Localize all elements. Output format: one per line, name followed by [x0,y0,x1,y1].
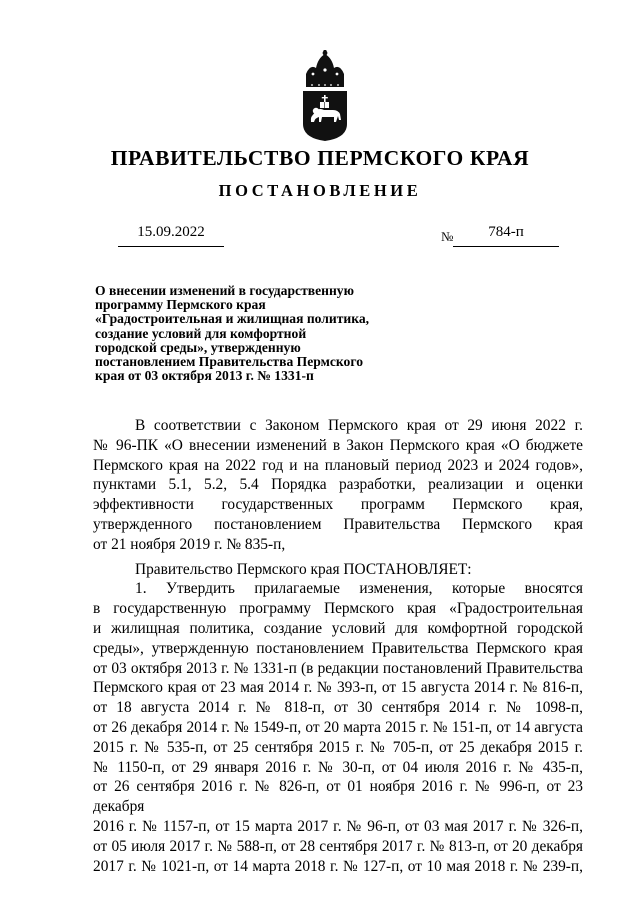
body-line: № 1150-п, от 29 января 2016 г. № 30-п, от 04 июля 2016 г. № 435-п, [93,758,583,776]
subject-line: края от 03 октября 2013 г. № 1331-п [95,368,314,384]
number-label: № [441,229,454,244]
subject-line: создание условий для комфортной [95,325,307,341]
subject-line: городской среды», утвержденную [95,339,301,355]
body-line: от 21 ноября 2019 г. № 835-п, [93,535,286,553]
body-line: от 18 августа 2014 г. № 818-п, от 30 сентября 2014 г. № 1098-п, [93,699,583,717]
body-line: от 26 декабря 2014 г. № 1549-п, от 20 марта 2015 г. № 151-п, от 14 августа [93,718,583,736]
government-name: ПРАВИТЕЛЬСТВО ПЕРМСКОГО КРАЯ [110,146,530,170]
body-line: от 03 октября 2013 г. № 1331-п (в редакции постановлений Правительства [93,659,583,677]
perm-krai-coat-of-arms-icon [300,50,350,142]
body-line: Пермского края на 2022 год и на плановый период 2023 и 2024 годов», [93,456,583,474]
document-body [93,416,583,876]
subject-line: О внесении изменений в государственную [95,283,354,298]
body-line: утвержденного постановлением Правительства Пермского края [93,515,583,533]
body-line: В соответствии с Законом Пермского края от 29 июня 2022 г. [135,417,583,434]
body-line: и жилищная политика, создание условий для комфортной городской [93,619,583,637]
body-line: 1. Утвердить прилагаемые изменения, которые вносятся [135,580,583,598]
subject-line: «Градостроительная и жилищная политика, [95,311,370,327]
subject-line: постановлением Правительства Пермского [95,354,363,370]
body-line: эффективности государственных программ Пермского края, [93,496,583,514]
body-line: Правительство Пермского края ПОСТАНОВЛЯЕТ: [135,560,472,578]
body-line: 2017 г. № 1021-п, от 14 марта 2018 г. № 127-п, от 10 мая 2018 г. № 239-п, [93,857,583,875]
document-type: ПОСТАНОВЛЕНИЕ [218,181,422,200]
body-line: от 05 июля 2017 г. № 588-п, от 28 сентября 2017 г. № 813-п, от 20 декабря [93,837,583,855]
document-subject [95,284,435,383]
body-line: в государственную программу Пермского края «Градостроительная [93,600,583,618]
subject-line: программу Пермского края [95,297,266,313]
document-date: 15.09.2022 [118,224,224,247]
body-line: № 96-ПК «О внесении изменений в Закон Пермского края «О бюджете [93,436,583,454]
body-line: среды», утвержденную постановлением Правительства Пермского края [93,639,583,657]
body-line: пунктами 5.1, 5.2, 5.4 Порядка разработки, реализации и оценки [93,476,583,494]
body-line: 2015 г. № 535-п, от 25 сентября 2015 г. № 705-п, от 25 декабря 2015 г. [93,738,583,756]
body-line: Пермского края от 23 мая 2014 г. № 393-п, от 15 августа 2014 г. № 816-п, [93,679,583,697]
document-number: 784-п [453,224,559,247]
body-line: 2016 г. № 1157-п, от 15 марта 2017 г. № 96-п, от 03 мая 2017 г. № 326-п, [93,817,583,835]
body-line: от 26 сентября 2016 г. № 826-п, от 01 ноября 2016 г. № 996-п, от 23 декабря [93,778,583,816]
